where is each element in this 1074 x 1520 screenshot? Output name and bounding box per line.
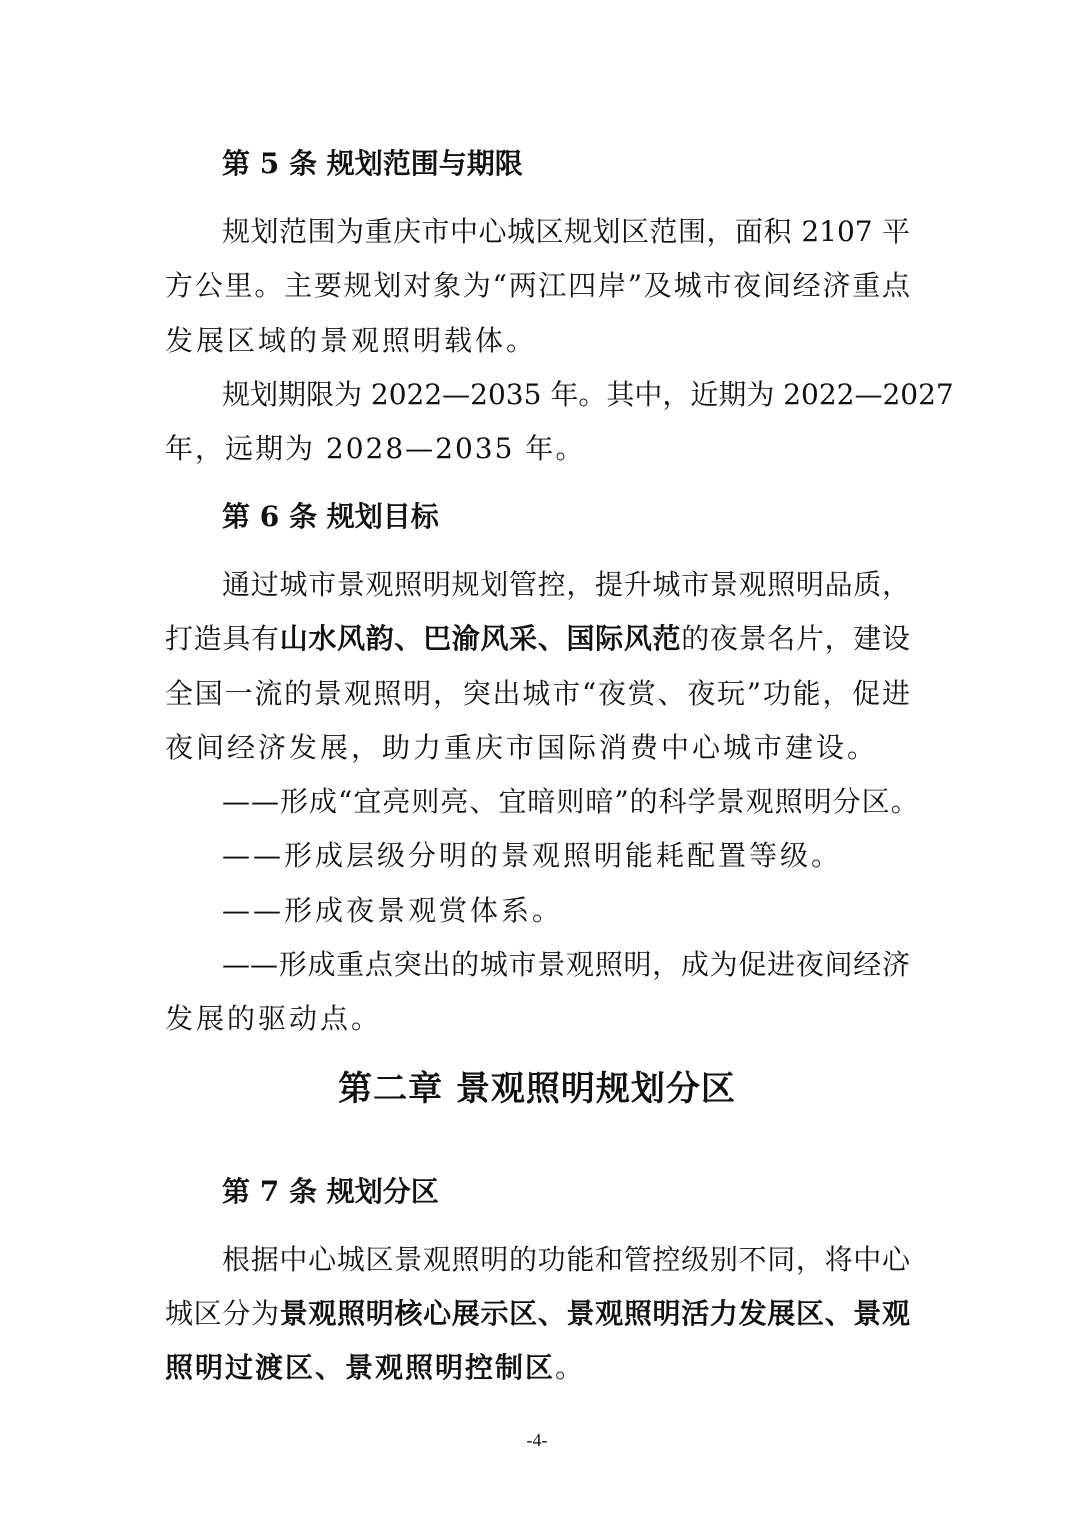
paragraph-line-with-emphasis — [165, 1350, 910, 1386]
chapter-title: 第二章 景观照明规划分区 — [338, 1069, 736, 1109]
goal-item: ——形成重点突出的城市景观照明，成为促进夜间经济 — [222, 948, 910, 981]
article-6-heading: 第 6 条 规划目标 — [222, 500, 439, 533]
paragraph-line: 发展的驱动点。 — [165, 1002, 383, 1035]
paragraph-line: 年，远期为 2028—2035 年。 — [165, 432, 586, 465]
goal-item: ——形成“宜亮则亮、宜暗则暗”的科学景观照明分区。 — [222, 785, 920, 818]
paragraph-line-with-emphasis — [165, 621, 910, 657]
paragraph-line: 全国一流的景观照明，突出城市“夜赏、夜玩”功能，促进 — [165, 677, 910, 710]
text-run: 城区分为 — [165, 1297, 280, 1330]
paragraph-line: 根据中心城区景观照明的功能和管控级别不同，将中心 — [222, 1243, 910, 1276]
article-5-heading: 第 5 条 规划范围与期限 — [222, 147, 523, 180]
paragraph-line: 规划范围为重庆市中心城区规划区范围，面积 2107 平 — [222, 215, 910, 248]
goal-item: ——形成层级分明的景观照明能耗配置等级。 — [222, 839, 843, 872]
article-7-heading: 第 7 条 规划分区 — [222, 1175, 439, 1208]
text-run: 打造具有 — [165, 622, 280, 655]
emphasis-text: 山水风韵、巴渝风采、国际风范 — [279, 622, 682, 655]
paragraph-line: 通过城市景观照明规划管控，提升城市景观照明品质， — [222, 568, 910, 601]
text-run: 的夜景名片，建设 — [681, 622, 910, 655]
text-run: 。 — [555, 1351, 586, 1384]
emphasis-text: 景观照明核心展示区、景观照明活力发展区、景观 — [279, 1297, 910, 1330]
paragraph-line-with-emphasis — [165, 1296, 910, 1332]
emphasis-text: 照明过渡区、景观照明控制区 — [165, 1351, 556, 1384]
paragraph-line: 夜间经济发展，助力重庆市国际消费中心城市建设。 — [165, 731, 879, 764]
paragraph-line: 规划期限为 2022—2035 年。其中，近期为 2022—2027 — [222, 378, 954, 411]
goal-item: ——形成夜景观赏体系。 — [222, 894, 564, 927]
paragraph-line: 方公里。主要规划对象为“两江四岸”及城市夜间经济重点 — [165, 269, 910, 302]
paragraph-line: 发展区域的景观照明载体。 — [165, 324, 538, 357]
page-number: -4- — [526, 1430, 548, 1450]
